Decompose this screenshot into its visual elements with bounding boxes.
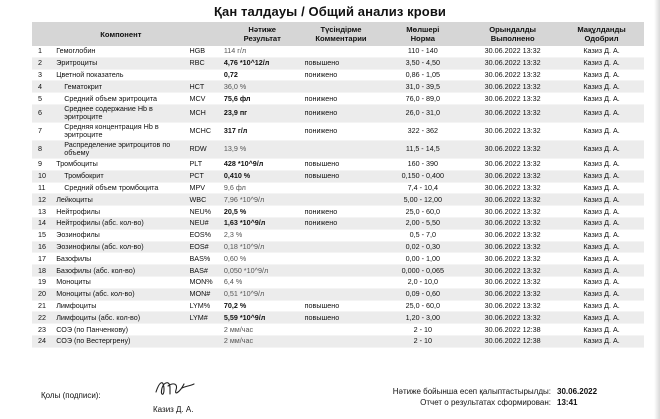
row-approver: Казиз Д. А. <box>559 288 644 300</box>
row-norm: 0,86 - 1,05 <box>379 69 466 81</box>
row-comment: повышено <box>303 57 380 69</box>
row-number: 19 <box>32 276 54 288</box>
row-approver: Казиз Д. А. <box>559 170 644 182</box>
row-number: 21 <box>32 300 54 312</box>
header-comment-text: Түсіндірме Комментарии <box>315 25 367 43</box>
row-component: СОЭ (по Вестергрену) <box>54 335 187 347</box>
row-code: MCH <box>188 104 222 122</box>
row-approver: Казиз Д. А. <box>559 46 644 57</box>
row-performed: 30.06.2022 12:38 <box>466 324 559 336</box>
row-code: LYM# <box>188 312 222 324</box>
row-number: 14 <box>32 217 54 229</box>
row-approver: Казиз Д. А. <box>559 217 644 229</box>
row-component: Гемоглобин <box>54 46 187 57</box>
row-comment <box>303 288 380 300</box>
row-component: Нейтрофилы <box>54 206 187 218</box>
table-row <box>32 241 644 253</box>
row-component: Лейкоциты <box>54 194 187 206</box>
row-approver: Казиз Д. А. <box>559 335 644 347</box>
row-code: EOS# <box>188 241 222 253</box>
row-number: 12 <box>32 194 54 206</box>
row-norm: 11,5 - 14,5 <box>379 140 466 158</box>
table-row <box>32 217 644 229</box>
row-comment <box>303 229 380 241</box>
row-component: Моноциты (абс. кол-во) <box>54 288 187 300</box>
row-result: 2 мм/час <box>222 324 303 336</box>
formed-date: 30.06.2022 <box>557 387 598 396</box>
header-performed-text: Орындалды Выполнено <box>489 25 537 43</box>
row-performed: 30.06.2022 12:38 <box>466 335 559 347</box>
row-result: 7,96 *10^9/л <box>222 194 303 206</box>
row-component: Эритроциты <box>54 57 187 69</box>
row-comment <box>303 182 380 194</box>
formed-label-kz: Нәтиже бойынша есеп қалыптастырылды: <box>392 387 551 396</box>
header-comment <box>303 22 380 46</box>
row-result: 0,050 *10^9/л <box>222 265 303 277</box>
row-norm: 2,00 - 5,50 <box>379 217 466 229</box>
row-norm: 0,5 - 7,0 <box>379 229 466 241</box>
row-component: Моноциты <box>54 276 187 288</box>
row-performed: 30.06.2022 13:32 <box>466 122 559 140</box>
row-number: 10 <box>32 170 54 182</box>
row-comment: понижено <box>303 217 380 229</box>
row-code <box>188 69 222 81</box>
row-comment <box>303 140 380 158</box>
row-code: HCT <box>188 81 222 93</box>
table-row <box>32 312 644 324</box>
row-component: Лимфоциты (абс. кол-во) <box>54 312 187 324</box>
row-performed: 30.06.2022 13:32 <box>466 229 559 241</box>
row-number: 4 <box>32 81 54 93</box>
row-number: 24 <box>32 335 54 347</box>
row-result: 20,5 % <box>222 206 303 218</box>
row-comment <box>303 194 380 206</box>
row-code: PLT <box>188 158 222 170</box>
row-code: WBC <box>188 194 222 206</box>
table-row <box>32 158 644 170</box>
row-number: 23 <box>32 324 54 336</box>
row-comment: повышено <box>303 312 380 324</box>
row-performed: 30.06.2022 13:32 <box>466 217 559 229</box>
row-approver: Казиз Д. А. <box>559 140 644 158</box>
table-row <box>32 253 644 265</box>
row-number: 9 <box>32 158 54 170</box>
row-code: MON# <box>188 288 222 300</box>
row-comment: понижено <box>303 122 380 140</box>
row-norm: 0,09 - 0,60 <box>379 288 466 300</box>
row-approver: Казиз Д. А. <box>559 122 644 140</box>
row-comment <box>303 253 380 265</box>
row-approver: Казиз Д. А. <box>559 93 644 105</box>
row-result: 6,4 % <box>222 276 303 288</box>
row-approver: Казиз Д. А. <box>559 276 644 288</box>
row-norm: 322 - 362 <box>379 122 466 140</box>
row-norm: 110 - 140 <box>379 46 466 57</box>
row-code <box>188 335 222 347</box>
table-row <box>32 288 644 300</box>
row-norm: 2,0 - 10,0 <box>379 276 466 288</box>
header-approved <box>559 22 644 46</box>
row-norm: 1,20 - 3,00 <box>379 312 466 324</box>
results-table <box>32 22 644 348</box>
row-result: 0,18 *10^9/л <box>222 241 303 253</box>
row-norm: 0,000 - 0,065 <box>379 265 466 277</box>
row-component: Базофилы (абс. кол-во) <box>54 265 187 277</box>
row-comment: понижено <box>303 206 380 218</box>
table-header-row <box>32 22 644 46</box>
row-comment <box>303 335 380 347</box>
report-title: Қан талдауы / Общий анализ крови <box>213 4 447 19</box>
row-norm: 31,0 - 39,5 <box>379 81 466 93</box>
row-norm: 0,02 - 0,30 <box>379 241 466 253</box>
table-row <box>32 229 644 241</box>
table-row <box>32 46 644 57</box>
row-result: 0,72 <box>222 69 303 81</box>
table-row <box>32 206 644 218</box>
row-component: Эозинофилы (абс. кол-во) <box>54 241 187 253</box>
header-approved-text: Мақұлданды Одобрил <box>577 25 626 43</box>
row-performed: 30.06.2022 13:32 <box>466 312 559 324</box>
formed-line-kz <box>385 386 615 397</box>
table-row <box>32 335 644 347</box>
row-norm: 2 - 10 <box>379 335 466 347</box>
row-code: MCV <box>188 93 222 105</box>
row-result: 0,60 % <box>222 253 303 265</box>
page-edge-shadow <box>654 0 660 419</box>
table-row <box>32 194 644 206</box>
row-performed: 30.06.2022 13:32 <box>466 69 559 81</box>
row-result: 5,59 *10^9/л <box>222 312 303 324</box>
header-performed <box>466 22 559 46</box>
row-norm: 76,0 - 89,0 <box>379 93 466 105</box>
header-norm-text: Мөлшері Норма <box>406 25 440 43</box>
row-code: MPV <box>188 182 222 194</box>
row-result: 70,2 % <box>222 300 303 312</box>
row-approver: Казиз Д. А. <box>559 324 644 336</box>
row-approver: Казиз Д. А. <box>559 182 644 194</box>
formed-line-ru <box>385 397 615 408</box>
row-performed: 30.06.2022 13:32 <box>466 170 559 182</box>
row-norm: 0,150 - 0,400 <box>379 170 466 182</box>
row-number: 17 <box>32 253 54 265</box>
row-performed: 30.06.2022 13:32 <box>466 57 559 69</box>
row-result: 36,0 % <box>222 81 303 93</box>
row-performed: 30.06.2022 13:32 <box>466 140 559 158</box>
row-number: 5 <box>32 93 54 105</box>
row-norm: 7,4 - 10,4 <box>379 182 466 194</box>
row-approver: Казиз Д. А. <box>559 241 644 253</box>
table-row <box>32 122 644 140</box>
row-component: Средний объем эритроцита <box>54 93 187 105</box>
row-result: 1,63 *10^9/л <box>222 217 303 229</box>
row-result: 2 мм/час <box>222 335 303 347</box>
row-code: PCT <box>188 170 222 182</box>
row-performed: 30.06.2022 13:32 <box>466 206 559 218</box>
row-code: MON% <box>188 276 222 288</box>
row-code: RDW <box>188 140 222 158</box>
row-norm: 0,00 - 1,00 <box>379 253 466 265</box>
row-code: HGB <box>188 46 222 57</box>
table-row <box>32 81 644 93</box>
row-number: 3 <box>32 69 54 81</box>
row-result: 9,6 фл <box>222 182 303 194</box>
row-component: Средний объем тромбоцита <box>54 182 187 194</box>
row-number: 7 <box>32 122 54 140</box>
row-performed: 30.06.2022 13:32 <box>466 265 559 277</box>
row-result: 75,6 фл <box>222 93 303 105</box>
row-component: Средняя концентрация Hb в эритроците <box>54 122 187 140</box>
row-number: 18 <box>32 265 54 277</box>
row-number: 22 <box>32 312 54 324</box>
row-comment <box>303 324 380 336</box>
row-component: Эозинофилы <box>54 229 187 241</box>
row-performed: 30.06.2022 13:32 <box>466 253 559 265</box>
row-number: 20 <box>32 288 54 300</box>
row-comment <box>303 276 380 288</box>
row-code: NEU% <box>188 206 222 218</box>
row-number: 15 <box>32 229 54 241</box>
row-result: 2,3 % <box>222 229 303 241</box>
handwritten-signature <box>152 376 196 400</box>
row-code: EOS% <box>188 229 222 241</box>
row-component: Тромбоциты <box>54 158 187 170</box>
table-row <box>32 104 644 122</box>
row-approver: Казиз Д. А. <box>559 57 644 69</box>
row-comment <box>303 265 380 277</box>
row-approver: Казиз Д. А. <box>559 69 644 81</box>
row-number: 8 <box>32 140 54 158</box>
results-body <box>32 46 644 347</box>
table-row <box>32 324 644 336</box>
row-performed: 30.06.2022 13:32 <box>466 46 559 57</box>
row-component: Среднее содержание Hb в эритроците <box>54 104 187 122</box>
row-component: Лимфоциты <box>54 300 187 312</box>
row-performed: 30.06.2022 13:32 <box>466 93 559 105</box>
row-result: 0,410 % <box>222 170 303 182</box>
row-component: Гематокрит <box>54 81 187 93</box>
row-component: Тромбокрит <box>54 170 187 182</box>
row-result: 317 г/л <box>222 122 303 140</box>
row-component: СОЭ (по Панченкову) <box>54 324 187 336</box>
row-result: 428 *10^9/л <box>222 158 303 170</box>
header-code <box>188 22 222 46</box>
row-approver: Казиз Д. А. <box>559 206 644 218</box>
table-row <box>32 69 644 81</box>
row-number: 11 <box>32 182 54 194</box>
row-norm: 3,50 - 4,50 <box>379 57 466 69</box>
table-row <box>32 182 644 194</box>
row-approver: Казиз Д. А. <box>559 158 644 170</box>
row-comment <box>303 81 380 93</box>
signer-name: Казиз Д. А. <box>153 405 194 414</box>
row-code: BAS% <box>188 253 222 265</box>
row-component: Нейтрофилы (абс. кол-во) <box>54 217 187 229</box>
row-result: 23,9 пг <box>222 104 303 122</box>
row-performed: 30.06.2022 13:32 <box>466 288 559 300</box>
row-performed: 30.06.2022 13:32 <box>466 81 559 93</box>
row-component: Базофилы <box>54 253 187 265</box>
row-result: 0,51 *10^9/л <box>222 288 303 300</box>
header-result-text: Нәтиже Результат <box>243 25 281 43</box>
row-approver: Казиз Д. А. <box>559 300 644 312</box>
row-comment: повышено <box>303 170 380 182</box>
row-approver: Казиз Д. А. <box>559 104 644 122</box>
row-norm: 25,0 - 60,0 <box>379 206 466 218</box>
row-performed: 30.06.2022 13:32 <box>466 182 559 194</box>
row-norm: 5,00 - 12,00 <box>379 194 466 206</box>
row-performed: 30.06.2022 13:32 <box>466 158 559 170</box>
row-comment <box>303 241 380 253</box>
row-code: LYM% <box>188 300 222 312</box>
row-norm: 26,0 - 31,0 <box>379 104 466 122</box>
table-row <box>32 170 644 182</box>
row-number: 2 <box>32 57 54 69</box>
row-performed: 30.06.2022 13:32 <box>466 241 559 253</box>
table-row <box>32 57 644 69</box>
row-code: NEU# <box>188 217 222 229</box>
row-approver: Казиз Д. А. <box>559 229 644 241</box>
row-comment: повышено <box>303 300 380 312</box>
report-formed-info <box>385 386 615 408</box>
header-number <box>32 22 54 46</box>
table-row <box>32 276 644 288</box>
row-code: MCHC <box>188 122 222 140</box>
row-performed: 30.06.2022 13:32 <box>466 104 559 122</box>
row-approver: Казиз Д. А. <box>559 253 644 265</box>
row-comment: понижено <box>303 69 380 81</box>
row-norm: 160 - 390 <box>379 158 466 170</box>
row-approver: Казиз Д. А. <box>559 194 644 206</box>
row-norm: 25,0 - 60,0 <box>379 300 466 312</box>
row-performed: 30.06.2022 13:32 <box>466 300 559 312</box>
row-component: Цветной показатель <box>54 69 187 81</box>
row-number: 16 <box>32 241 54 253</box>
formed-label-ru: Отчет о результатах сформирован: <box>420 398 551 407</box>
row-number: 13 <box>32 206 54 218</box>
row-approver: Казиз Д. А. <box>559 312 644 324</box>
row-norm: 2 - 10 <box>379 324 466 336</box>
row-number: 6 <box>32 104 54 122</box>
header-norm <box>379 22 466 46</box>
row-code: BAS# <box>188 265 222 277</box>
header-component: Компонент <box>54 22 187 46</box>
formed-time: 13:41 <box>557 398 578 407</box>
row-comment: повышено <box>303 158 380 170</box>
table-row <box>32 300 644 312</box>
row-result: 4,76 *10^12/л <box>222 57 303 69</box>
row-result: 114 г/л <box>222 46 303 57</box>
table-row <box>32 265 644 277</box>
row-code <box>188 324 222 336</box>
row-comment: понижено <box>303 104 380 122</box>
signature-label: Қолы (подписи): <box>41 391 101 400</box>
row-performed: 30.06.2022 13:32 <box>466 194 559 206</box>
table-row <box>32 93 644 105</box>
row-performed: 30.06.2022 13:32 <box>466 276 559 288</box>
row-code: RBC <box>188 57 222 69</box>
row-approver: Казиз Д. А. <box>559 81 644 93</box>
row-comment: понижено <box>303 93 380 105</box>
header-result <box>222 22 303 46</box>
row-number: 1 <box>32 46 54 57</box>
row-comment <box>303 46 380 57</box>
row-approver: Казиз Д. А. <box>559 265 644 277</box>
row-result: 13,9 % <box>222 140 303 158</box>
table-row <box>32 140 644 158</box>
row-component: Распределение эритроцитов по объему <box>54 140 187 158</box>
